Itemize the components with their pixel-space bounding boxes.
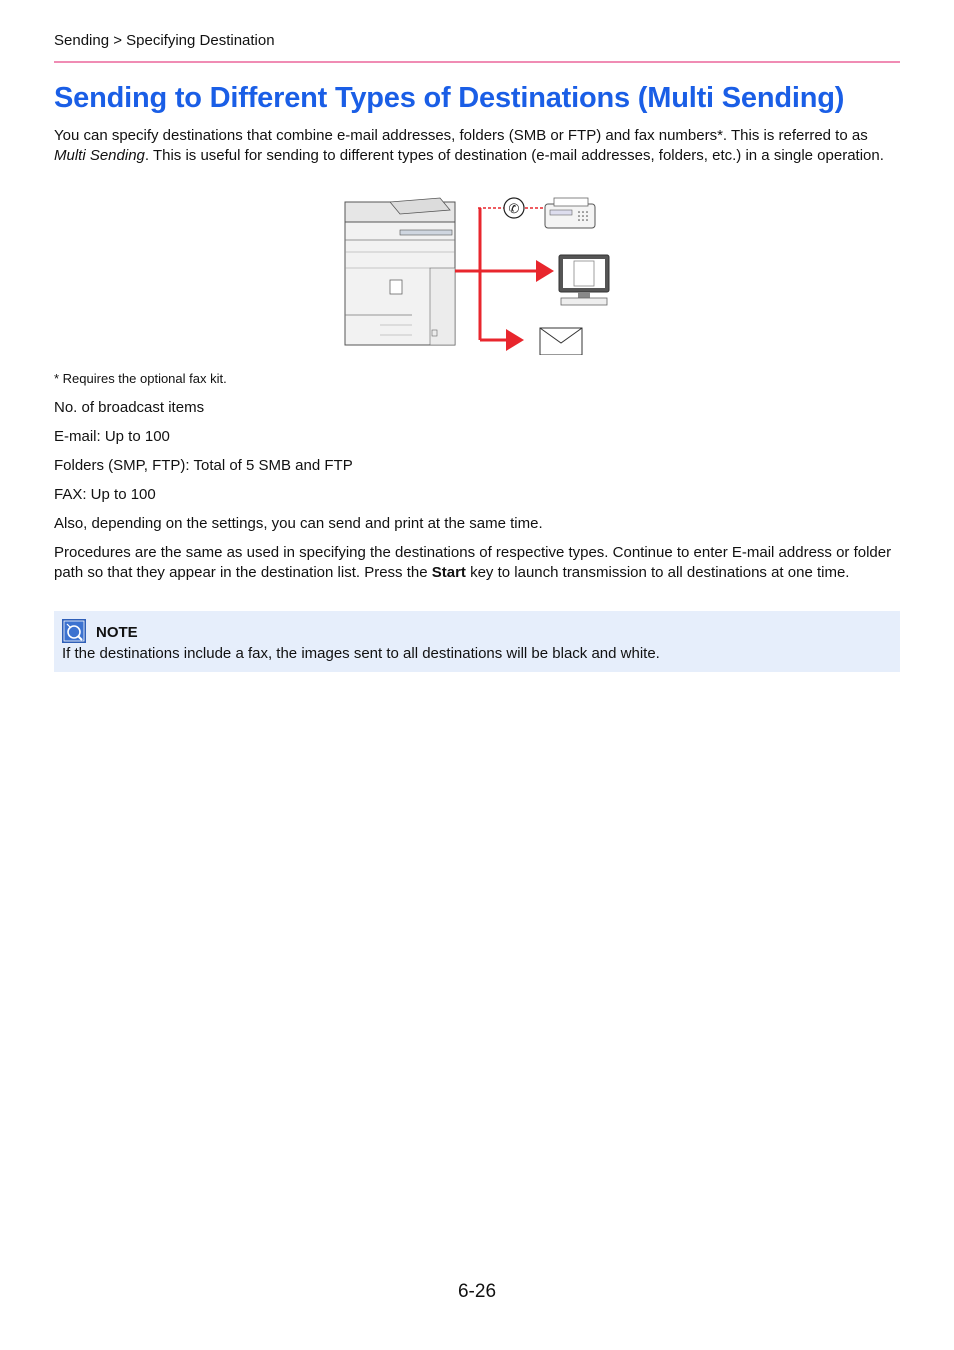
note-text: If the destinations include a fax, the images sent to all destinations will be black and white. (62, 645, 660, 662)
breadcrumb: Sending > Specifying Destination (54, 32, 275, 49)
broadcast-email: E-mail: Up to 100 (54, 428, 170, 445)
note-box (54, 611, 900, 672)
phone-icon (504, 198, 524, 218)
procedures-text-2: key to launch transmission to all destinations at one time. (465, 563, 850, 581)
footnote: * Requires the optional fax kit. (54, 371, 227, 386)
envelope-icon (540, 328, 582, 355)
page-number-container (0, 1281, 954, 1303)
header-rule (54, 61, 900, 63)
intro-text-2: . This is useful for sending to different types of destination (e-mail addresses, folders, etc.) in a single operation. (144, 146, 884, 164)
broadcast-folders: Folders (SMP, FTP): Total of 5 SMB and FTP (54, 457, 353, 474)
page-number: 6-26 (457, 1281, 497, 1302)
broadcast-fax: FAX: Up to 100 (54, 486, 156, 503)
intro-paragraph (54, 126, 900, 165)
intro-emphasis: Multi Sending (54, 146, 145, 164)
multifunction-printer-icon (345, 198, 455, 345)
intro-text-1: You can specify destinations that combine e-mail addresses, folders (SMB or FTP) and fax numbers*. This is referred to as (54, 127, 868, 144)
also-paragraph: Also, depending on the settings, you can send and print at the same time. (54, 515, 543, 532)
fax-machine-icon (545, 198, 595, 228)
svg-text:✆: ✆ (508, 202, 520, 217)
procedures-paragraph (54, 543, 900, 582)
computer-icon (559, 255, 609, 305)
start-key-label: Start (431, 563, 466, 581)
multi-sending-diagram (340, 190, 610, 355)
page-title: Sending to Different Types of Destinations (Multi Sending) (54, 82, 845, 114)
procedures-text-1: Procedures are the same as used in specifying the destinations of respective types. Continue to enter E-mail address or folder path so that they appear in the destination list. Press the (54, 544, 892, 581)
note-label: NOTE (96, 624, 138, 641)
connection-lines (455, 208, 554, 351)
note-icon (62, 619, 86, 643)
diagram-svg (340, 190, 610, 355)
broadcast-heading: No. of broadcast items (54, 399, 205, 416)
